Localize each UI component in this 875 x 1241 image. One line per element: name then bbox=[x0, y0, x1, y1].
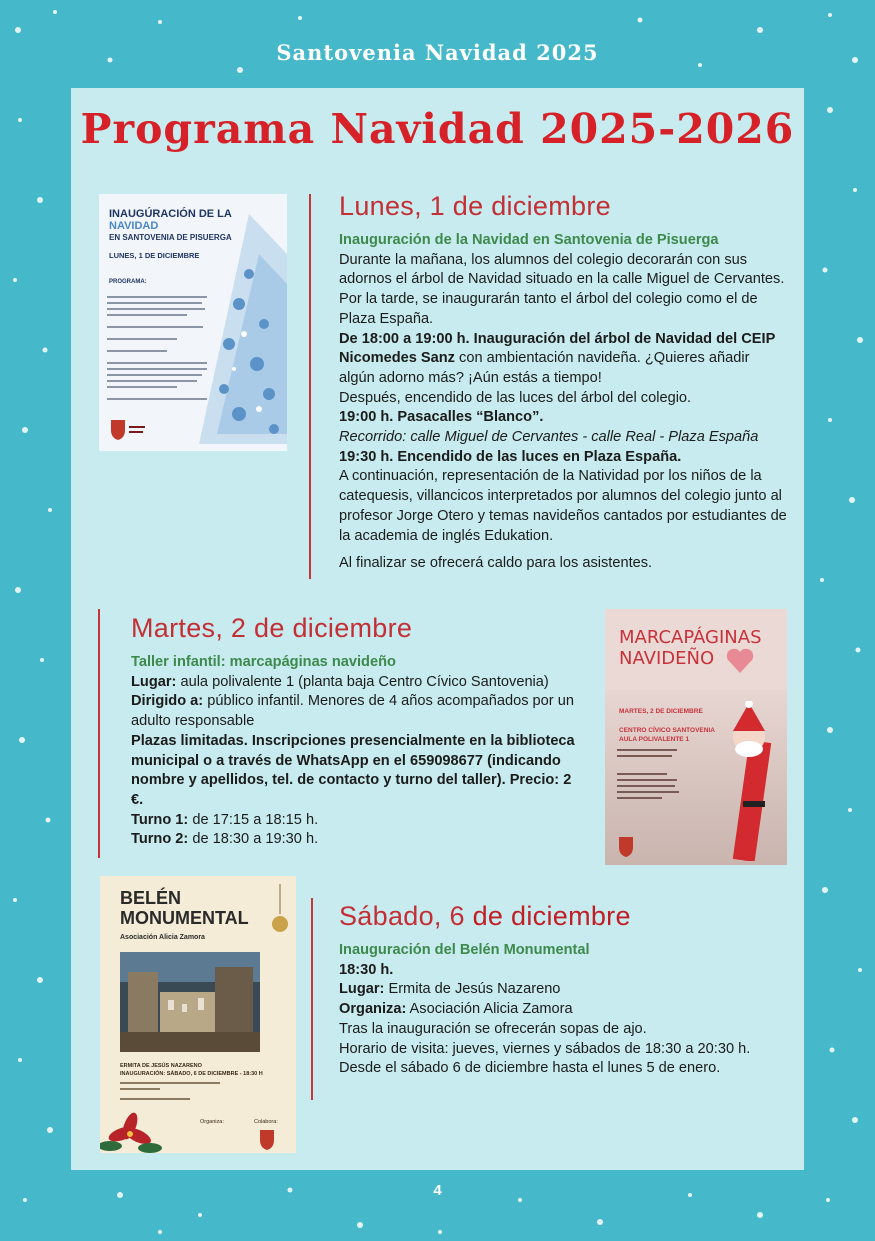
section1-p4: 19:00 h. Pasacalles “Blanco”. bbox=[339, 409, 544, 426]
poster2-place-a: CENTRO CÍVICO SANTOVENIA bbox=[619, 727, 715, 734]
heart-icon bbox=[725, 647, 755, 675]
poster2-place-b: AULA POLIVALENTE 1 bbox=[619, 736, 690, 743]
section1-p5: Recorrido: calle Miguel de Cervantes - calle Real - Plaza España bbox=[339, 429, 759, 446]
section1-p2-bold: De 18:00 a 19:00 h. Inauguración del árbol de Navidad del CEIP Nicomedes Sanz bbox=[339, 330, 776, 367]
poster3-place: ERMITA DE JESÚS NAZARENO bbox=[120, 1063, 202, 1069]
section3-p1: Tras la inauguración se ofrecerán sopas de ajo. bbox=[339, 1020, 647, 1037]
turno2-value: de 18:30 a 19:30 h. bbox=[188, 831, 319, 848]
section-lunes bbox=[339, 189, 789, 574]
poster2-date: MARTES, 2 DE DICIEMBRE bbox=[619, 708, 703, 715]
turno1-value: de 17:15 a 18:15 h. bbox=[188, 811, 319, 828]
section2-heading-a: Martes, 2 bbox=[131, 613, 247, 643]
section1-p8: Al finalizar se ofrecerá caldo para los asistentes. bbox=[339, 555, 653, 572]
section2-turno2 bbox=[131, 830, 579, 850]
section3-heading bbox=[339, 899, 789, 933]
section1-subtitle: Inauguración de la Navidad en Santovenia de Pisuerga bbox=[339, 232, 719, 248]
section3-p2: Horario de visita: jueves, viernes y sábados de 18:30 a 20:30 h. bbox=[339, 1040, 751, 1057]
turno2-label: Turno 2: bbox=[131, 831, 189, 848]
shield-icon bbox=[107, 418, 147, 442]
section-sabado bbox=[339, 899, 789, 1079]
section3-heading-b: de diciembre bbox=[464, 901, 631, 931]
section3-heading-a: Sábado, 6 bbox=[339, 901, 465, 931]
nativity-scene-photo bbox=[120, 952, 260, 1052]
section2-subtitle: Taller infantil: marcapáginas navideño bbox=[131, 654, 396, 670]
poster-belen-monumental bbox=[100, 876, 296, 1153]
poster2-title-a: MARCAPÁGINAS bbox=[619, 627, 762, 648]
section1-p3: Después, encendido de las luces del árbol del colegio. bbox=[339, 389, 692, 406]
poster3-colabora: Colabora: bbox=[254, 1119, 278, 1125]
section1-divider bbox=[309, 194, 311, 579]
shield-icon bbox=[615, 835, 645, 861]
page-title: Programa Navidad 2025-2026 bbox=[80, 105, 795, 153]
section2-heading bbox=[131, 611, 579, 645]
lugar-value: Ermita de Jesús Nazareno bbox=[384, 981, 561, 998]
poster2-title-b: NAVIDEÑO bbox=[619, 648, 715, 669]
organiza-label: Organiza: bbox=[339, 1001, 407, 1018]
poster1-title-a: INAUGÚRACIÓN DE LA bbox=[109, 208, 232, 220]
section3-p3: Desde el sábado 6 de diciembre hasta el lunes 5 de enero. bbox=[339, 1060, 721, 1077]
section3-divider bbox=[311, 898, 313, 1100]
section1-p2 bbox=[339, 330, 789, 389]
lugar-label: Lugar: bbox=[131, 673, 177, 690]
poster-marcapaginas bbox=[605, 609, 787, 865]
organiza-value: Asociación Alicia Zamora bbox=[406, 1001, 573, 1018]
poster1-program: PROGRAMA: bbox=[109, 279, 147, 285]
turno1-label: Turno 1: bbox=[131, 811, 189, 828]
page-number: 4 bbox=[433, 1182, 442, 1199]
poster1-title-b: NAVIDAD bbox=[109, 220, 159, 232]
lugar-label: Lugar: bbox=[339, 981, 385, 998]
header-title: Santovenia Navidad 2025 bbox=[276, 40, 599, 65]
poster3-inaug: INAUGURACIÓN: SÁBADO, 6 DE DICIEMBRE - 18:30 H bbox=[120, 1071, 263, 1077]
section2-divider bbox=[98, 609, 100, 858]
santa-bookmark-illustration bbox=[723, 701, 783, 861]
section2-dirigido bbox=[131, 692, 579, 731]
section1-p6: 19:30 h. Encendido de las luces en Plaza España. bbox=[339, 448, 682, 465]
section1-p7: A continuación, representación de la Natividad por los niños de la catequesis, villancicos interpretados por alumnos del colegio junto al profesor Jorge Otero y temas navideños cantados por estudiantes de la academia de inglés Edukation. bbox=[339, 468, 787, 544]
poster3-org: Asociación Alicia Zamora bbox=[120, 934, 205, 941]
section3-time: 18:30 h. bbox=[339, 961, 394, 978]
poster2-text-lines bbox=[617, 749, 717, 839]
poster-inauguracion-navidad bbox=[99, 194, 287, 451]
section3-subtitle: Inauguración del Belén Monumental bbox=[339, 942, 590, 958]
poster3-title-a: BELÉN bbox=[120, 888, 182, 908]
section2-turno1 bbox=[131, 811, 579, 831]
section1-p1: Durante la mañana, los alumnos del colegio decorarán con sus adornos el árbol de Navidad situado en la calle Miguel de Cervantes. Por la tarde, se inaugurarán tanto el árbol del colegio como el de Plaza España. bbox=[339, 251, 785, 327]
section3-organiza bbox=[339, 1000, 789, 1020]
section2-lugar bbox=[131, 673, 579, 693]
shield-icon bbox=[256, 1128, 280, 1152]
poster3-title-b: MONUMENTAL bbox=[120, 908, 249, 928]
section1-p2-rest: con ambientación navideña. ¿Quieres añadir algún adorno más? ¡Aún estás a tiempo! bbox=[339, 350, 750, 386]
dirigido-value: público infantil. Menores de 4 años acompañados por un adulto responsable bbox=[131, 693, 574, 730]
section3-lugar bbox=[339, 980, 789, 1000]
dirigido-label: Dirigido a: bbox=[131, 693, 204, 710]
ornament-icon bbox=[270, 884, 290, 944]
poinsettia-illustration bbox=[100, 1104, 170, 1153]
lugar-value: aula polivalente 1 (planta baja Centro Cívico Santovenia) bbox=[176, 673, 549, 690]
poster1-title-c: EN SANTOVENIA DE PISUERGA bbox=[109, 233, 232, 242]
section2-plazas: Plazas limitadas. Inscripciones presencialmente en la biblioteca municipal o a través de WhatsApp en el 659098677 (indicando nombre y apellidos, tel. de contacto y turno del taller). Precio: 2 €. bbox=[131, 732, 575, 808]
poster3-organiza: Organiza: bbox=[200, 1119, 224, 1125]
section1-heading: Lunes, 1 de diciembre bbox=[339, 191, 611, 221]
poster1-date: LUNES, 1 DE DICIEMBRE bbox=[109, 251, 200, 260]
section2-heading-b: de diciembre bbox=[246, 613, 413, 643]
section-martes bbox=[131, 611, 579, 850]
